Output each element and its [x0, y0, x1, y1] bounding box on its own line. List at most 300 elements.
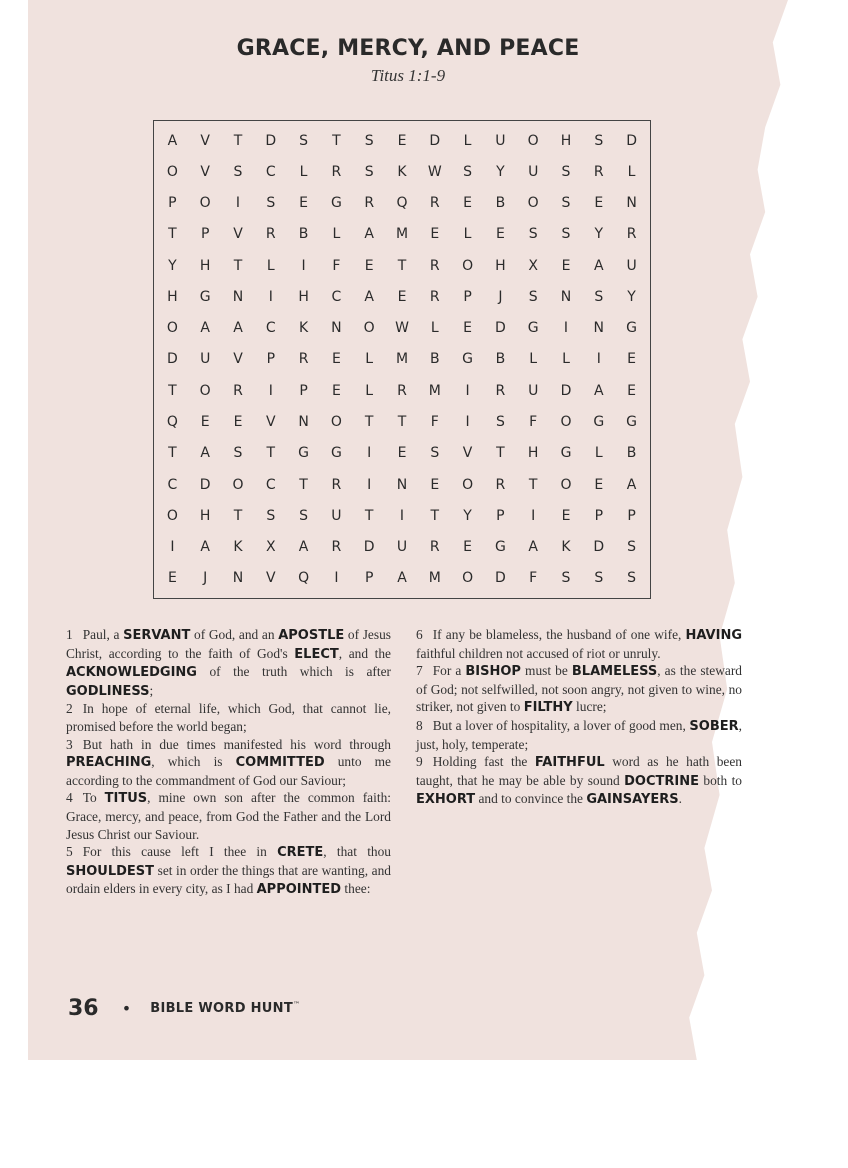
grid-cell[interactable]: P [364, 570, 374, 587]
keyword: CRETE [277, 845, 324, 861]
verse [66, 626, 391, 700]
keyword: TITUS [104, 791, 148, 807]
keyword: GAINSAYERS [586, 792, 679, 808]
page-footer [68, 996, 300, 1021]
grid-cell[interactable]: E [364, 257, 374, 274]
grid-cell[interactable]: S [561, 163, 571, 180]
grid-cell[interactable]: S [495, 414, 505, 431]
grid-cell[interactable]: E [233, 414, 243, 431]
grid-cell[interactable]: N [232, 288, 244, 305]
grid-cell[interactable]: O [462, 257, 474, 274]
grid-cell[interactable]: P [299, 382, 308, 399]
grid-cell[interactable]: G [593, 414, 605, 431]
grid-cell[interactable]: E [397, 288, 407, 305]
grid-cell[interactable]: R [429, 288, 440, 305]
grid-cell[interactable]: E [397, 132, 407, 149]
verse-text: , just, holy, temperate; [416, 717, 742, 752]
grid-cell[interactable]: D [363, 539, 375, 556]
grid-cell[interactable]: N [593, 320, 605, 337]
verse-number: 9 [416, 754, 423, 770]
grid-cell[interactable]: T [397, 257, 407, 274]
verse-text: For a [432, 663, 466, 679]
grid-cell[interactable]: C [265, 476, 276, 493]
verse-text: of God, and an [190, 627, 279, 642]
grid-cell[interactable]: G [330, 445, 342, 462]
grid-cell[interactable]: I [399, 507, 405, 524]
grid-cell[interactable]: S [594, 288, 604, 305]
grid-cell[interactable]: O [363, 320, 375, 337]
grid-cell[interactable]: F [332, 257, 341, 274]
grid-cell[interactable]: I [268, 382, 273, 399]
verse-text: To [82, 790, 105, 806]
grid-cell[interactable]: R [331, 539, 342, 556]
grid-cell[interactable]: K [561, 539, 571, 556]
grid-cell[interactable]: T [332, 132, 341, 149]
grid-cell[interactable]: Y [463, 507, 472, 524]
grid-cell[interactable]: S [233, 163, 243, 180]
grid-cell[interactable]: E [495, 226, 505, 243]
grid-cell[interactable]: S [430, 445, 440, 462]
grid-cell[interactable]: H [298, 288, 309, 305]
verse-text: word as he hath been taught, that he may be able by sound [416, 754, 742, 788]
grid-cell[interactable]: R [331, 476, 342, 493]
grid-cell[interactable]: R [265, 226, 276, 243]
grid-cell[interactable]: L [332, 226, 341, 243]
verse-text: , which is [151, 754, 236, 770]
verse-number: 3 [66, 736, 73, 752]
grid-cell[interactable]: B [495, 351, 506, 368]
grid-cell[interactable]: H [199, 507, 211, 524]
grid-cell[interactable]: A [298, 539, 309, 556]
grid-cell[interactable]: E [594, 476, 604, 493]
grid-cell[interactable]: T [528, 476, 538, 493]
grid-cell[interactable]: D [495, 320, 506, 337]
grid-cell[interactable]: L [299, 163, 308, 180]
grid-cell[interactable]: O [166, 320, 178, 337]
grid-cell[interactable]: E [299, 195, 309, 212]
grid-cell[interactable]: I [563, 320, 569, 337]
grid-cell[interactable]: R [495, 382, 506, 399]
verse-text: . [678, 791, 682, 807]
grid-cell[interactable]: N [298, 414, 309, 431]
grid-cell[interactable]: G [626, 320, 638, 337]
grid-cell[interactable]: D [167, 351, 178, 368]
verse-number: 1 [66, 627, 73, 642]
grid-cell[interactable]: P [627, 507, 636, 524]
grid-cell[interactable]: N [560, 288, 572, 305]
grid-cell[interactable]: M [428, 570, 441, 587]
keyword: HAVING [685, 628, 742, 643]
verse-text: unto me according to the commandment of God our Saviour; [66, 754, 391, 788]
grid-cell[interactable]: D [495, 570, 506, 587]
grid-cell[interactable]: H [199, 257, 211, 274]
grid-cell[interactable]: T [266, 445, 276, 462]
grid-cell[interactable]: D [593, 539, 605, 556]
grid-cell[interactable]: F [529, 414, 538, 431]
grid-cell[interactable]: O [199, 195, 211, 212]
grid-cell[interactable]: K [233, 539, 243, 556]
grid-cell[interactable]: O [560, 414, 572, 431]
verse-text: In hope of eternal life, which God, that cannot lie, promised before the world began; [66, 701, 391, 734]
grid-cell[interactable]: O [330, 414, 342, 431]
grid-cell[interactable]: A [528, 539, 538, 556]
grid-cell[interactable]: S [528, 226, 538, 243]
verse-text: Holding fast the [432, 754, 535, 770]
verse-text: Paul, a [82, 627, 124, 642]
grid-cell[interactable]: S [627, 539, 637, 556]
grid-cell[interactable]: R [429, 539, 440, 556]
grid-cell[interactable]: I [367, 445, 372, 462]
grid-cell[interactable]: N [232, 570, 244, 587]
grid-cell[interactable]: T [364, 414, 374, 431]
verse-text: faithful children not accused of riot or unruly. [416, 645, 661, 661]
grid-cell[interactable]: N [331, 320, 342, 337]
grid-cell[interactable]: K [298, 320, 309, 337]
keyword: APOSTLE [278, 628, 345, 643]
grid-cell[interactable]: Y [594, 226, 604, 243]
grid-cell[interactable]: O [560, 476, 572, 493]
grid-cell[interactable]: V [233, 226, 243, 243]
keyword: PREACHING [66, 755, 152, 771]
grid-cell[interactable]: M [395, 351, 409, 368]
grid-cell[interactable]: A [626, 476, 637, 493]
grid-cell[interactable]: P [168, 195, 177, 212]
grid-cell[interactable]: A [200, 445, 210, 462]
verse-text: of the truth which is after [196, 664, 391, 680]
grid-cell[interactable]: M [395, 226, 409, 243]
verse-text: lucre; [572, 699, 607, 715]
grid-cell[interactable]: O [462, 570, 474, 587]
grid-cell[interactable]: C [265, 163, 276, 180]
grid-cell[interactable]: R [593, 163, 604, 180]
grid-cell[interactable]: S [561, 226, 571, 243]
word-search-grid[interactable] [153, 120, 651, 599]
keyword: APPOINTED [256, 882, 342, 898]
keyword: SHOULDEST [66, 863, 155, 879]
grid-cell[interactable]: E [594, 195, 604, 212]
grid-cell[interactable]: B [429, 351, 440, 368]
verse [416, 717, 742, 753]
grid-cell[interactable]: P [463, 288, 472, 305]
verse-number: 4 [66, 790, 73, 806]
grid-cell[interactable]: O [232, 476, 244, 493]
grid-cell[interactable]: P [266, 351, 276, 368]
grid-cell[interactable]: X [265, 539, 276, 556]
grid-cell[interactable]: Q [298, 570, 310, 587]
grid-cell[interactable]: S [299, 507, 309, 524]
grid-cell[interactable]: H [495, 257, 506, 274]
grid-cell[interactable]: T [299, 476, 308, 493]
verse-text: set in order the things that are wanting, and ordain elders in every city, as I had [66, 862, 391, 897]
grid-cell[interactable]: W [395, 320, 409, 337]
verse [66, 736, 391, 790]
verse-text: , and the [338, 645, 391, 661]
keyword: SOBER [689, 718, 739, 734]
grid-cell[interactable]: S [594, 570, 604, 587]
grid-cell[interactable]: R [331, 163, 342, 180]
verse-number: 5 [66, 844, 73, 860]
grid-cell[interactable]: E [561, 507, 571, 524]
grid-cell[interactable]: V [462, 445, 473, 462]
grid-cell[interactable]: L [529, 351, 538, 368]
grid-cell[interactable]: A [200, 320, 210, 337]
grid-cell[interactable]: A [397, 570, 407, 587]
footer-bullet: • [121, 999, 132, 1018]
grid-cell[interactable]: B [298, 226, 309, 243]
grid-cell[interactable]: F [529, 570, 538, 587]
keyword: EXHORT [416, 792, 476, 808]
grid-cell[interactable]: S [233, 445, 243, 462]
grid-cell[interactable]: C [331, 288, 342, 305]
scripture-reference: Titus 1:1-9 [370, 66, 446, 85]
verse-number: 2 [66, 701, 73, 717]
grid-cell[interactable]: S [266, 195, 276, 212]
grid-cell[interactable]: Q [166, 414, 178, 431]
grid-cell[interactable]: U [626, 257, 637, 274]
keyword: DOCTRINE [624, 773, 699, 789]
grid-cell[interactable]: H [167, 288, 178, 305]
verse-text: both to [698, 772, 742, 788]
grid-cell[interactable]: G [527, 320, 539, 337]
verse [416, 662, 742, 717]
grid-cell[interactable]: N [396, 476, 408, 493]
grid-cell[interactable]: H [560, 132, 572, 149]
grid-cell[interactable]: M [428, 382, 441, 399]
keyword: SERVANT [123, 628, 191, 643]
grid-cell[interactable]: E [167, 570, 177, 587]
grid-cell[interactable]: R [429, 257, 440, 274]
verse [66, 700, 391, 735]
grid-cell[interactable]: F [430, 414, 439, 431]
verse-number: 7 [416, 663, 423, 679]
keyword: GODLINESS [66, 683, 150, 699]
trademark-symbol: ™ [293, 1000, 300, 1009]
grid-cell[interactable]: E [397, 445, 407, 462]
page-title: GRACE, MERCY, AND PEACE [236, 36, 580, 61]
grid-cell[interactable]: L [594, 445, 603, 462]
grid-cell[interactable]: L [365, 382, 374, 399]
grid-cell[interactable]: I [465, 382, 470, 399]
grid-cell[interactable]: R [233, 382, 243, 399]
grid-cell[interactable]: Y [168, 257, 177, 274]
grid-cell[interactable]: O [527, 195, 539, 212]
grid-cell[interactable]: V [200, 163, 210, 180]
grid-cell[interactable]: J [498, 288, 503, 305]
grid-cell[interactable]: O [166, 507, 178, 524]
grid-cell[interactable]: K [397, 163, 407, 180]
grid-cell[interactable]: U [528, 163, 539, 180]
grid-cell[interactable]: S [561, 570, 571, 587]
grid-cell[interactable]: Y [627, 288, 636, 305]
grid-cell[interactable]: S [463, 163, 473, 180]
grid-cell[interactable]: U [396, 539, 408, 556]
grid-cell[interactable]: H [527, 445, 539, 462]
verse-text: But hath in due times manifested his word through [82, 736, 391, 752]
grid-cell[interactable]: T [168, 382, 177, 399]
verse-text: of Jesus Christ, according to the faith of God's [66, 627, 391, 661]
verse-number: 6 [416, 627, 423, 642]
grid-cell[interactable]: A [233, 320, 243, 337]
verse-text: , mine own son after the common faith: Grace, mercy, and peace, from God the Father and the Lord Jesus Christ our Saviour. [66, 790, 391, 842]
grid-cell[interactable]: A [594, 382, 604, 399]
grid-cell[interactable]: I [301, 257, 306, 274]
grid-cell[interactable]: E [430, 476, 440, 493]
grid-cell[interactable]: S [627, 570, 637, 587]
grid-cell[interactable]: C [167, 476, 178, 493]
grid-cell[interactable]: S [594, 132, 604, 149]
grid-cell[interactable]: A [594, 257, 604, 274]
grid-cell[interactable]: N [626, 195, 637, 212]
grid-cell[interactable]: E [627, 351, 637, 368]
grid-cell[interactable]: L [463, 132, 472, 149]
grid-cell[interactable]: T [233, 257, 243, 274]
grid-cell[interactable]: X [528, 257, 538, 274]
grid-cell[interactable]: I [334, 570, 339, 587]
grid-cell[interactable]: E [430, 226, 440, 243]
grid-cell[interactable]: R [397, 382, 407, 399]
grid-cell[interactable]: A [364, 226, 374, 243]
grid-cell[interactable]: E [463, 195, 473, 212]
grid-cell[interactable]: O [166, 163, 178, 180]
grid-cell[interactable]: L [627, 163, 636, 180]
verse-number: 8 [416, 717, 423, 733]
keyword: FAITHFUL [534, 755, 605, 771]
grid-cell[interactable]: L [430, 320, 439, 337]
verse-text: and to convince the [475, 791, 587, 807]
verse [416, 753, 742, 809]
grid-cell[interactable]: P [496, 507, 505, 524]
grid-cell[interactable]: V [266, 570, 276, 587]
grid-cell[interactable]: D [199, 476, 211, 493]
grid-cell[interactable]: I [531, 507, 536, 524]
grid-cell[interactable]: A [200, 539, 210, 556]
grid-cell[interactable]: T [430, 507, 440, 524]
grid-cell[interactable]: U [495, 132, 506, 149]
grid-cell[interactable]: S [528, 288, 538, 305]
verse-text: But a lover of hospitality, a lover of good men, [432, 717, 690, 733]
grid-cell[interactable]: I [170, 539, 175, 556]
grid-cell[interactable]: L [266, 257, 275, 274]
grid-cell[interactable]: I [235, 195, 241, 212]
grid-cell[interactable]: U [331, 507, 342, 524]
grid-cell[interactable]: U [200, 351, 211, 368]
grid-cell[interactable]: T [496, 445, 505, 462]
grid-cell[interactable]: L [365, 351, 374, 368]
grid-cell[interactable]: O [527, 132, 539, 149]
grid-cell[interactable]: B [626, 445, 637, 462]
grid-cell[interactable]: I [268, 288, 273, 305]
verse-text: must be [520, 663, 572, 679]
grid-cell[interactable]: A [167, 132, 178, 149]
grid-cell[interactable]: I [367, 476, 372, 493]
grid-cell[interactable]: S [561, 195, 571, 212]
grid-cell[interactable]: S [364, 132, 374, 149]
grid-cell[interactable]: V [233, 351, 243, 368]
verses-right-column [416, 626, 742, 809]
grid-cell[interactable]: I [596, 351, 601, 368]
grid-cell[interactable]: A [364, 288, 374, 305]
grid-cell[interactable]: R [364, 195, 375, 212]
grid-cell[interactable]: R [429, 195, 440, 212]
grid-cell[interactable]: U [528, 382, 539, 399]
grid-cell[interactable]: T [168, 445, 177, 462]
grid-cell[interactable]: S [266, 507, 276, 524]
grid-cell[interactable]: G [330, 195, 342, 212]
grid-cell[interactable]: P [594, 507, 604, 524]
verse-text: ; [149, 682, 154, 698]
grid-cell[interactable]: B [495, 195, 506, 212]
grid-cell[interactable]: O [462, 476, 474, 493]
keyword: ELECT [294, 646, 339, 662]
grid-cell[interactable]: V [200, 132, 210, 149]
grid-cell[interactable]: D [429, 132, 441, 149]
keyword: COMMITTED [235, 755, 325, 771]
grid-cell[interactable]: T [397, 414, 407, 431]
grid-cell[interactable]: P [200, 226, 210, 243]
grid-cell[interactable]: R [495, 476, 506, 493]
keyword: BLAMELESS [571, 664, 658, 680]
verse [66, 843, 391, 899]
grid-cell[interactable]: V [266, 414, 276, 431]
grid-cell[interactable]: E [331, 351, 341, 368]
grid-cell[interactable]: E [463, 539, 473, 556]
grid-cell[interactable]: E [331, 382, 341, 399]
grid-cell[interactable]: D [626, 132, 637, 149]
verse [66, 789, 391, 843]
verses-left-column [66, 626, 391, 899]
grid-cell[interactable]: G [494, 539, 506, 556]
grid-cell[interactable]: G [560, 445, 572, 462]
page-number: 36 [68, 996, 99, 1021]
grid-cell[interactable]: L [562, 351, 570, 368]
grid-cell[interactable]: Q [396, 195, 408, 212]
grid-cell[interactable]: D [560, 382, 572, 399]
verse-text: , as the steward of God; not selfwilled, not soon angry, not given to wine, no striker, not given to [416, 663, 742, 715]
grid-cell[interactable]: S [364, 163, 374, 180]
grid-cell[interactable]: T [168, 226, 177, 243]
grid-cell[interactable]: G [462, 351, 474, 368]
grid-cell[interactable]: G [199, 288, 211, 305]
book-title: BIBLE WORD HUNT [150, 1001, 293, 1016]
grid-cell[interactable]: E [200, 414, 210, 431]
grid-cell[interactable]: T [364, 507, 374, 524]
grid-cell[interactable]: E [627, 382, 637, 399]
keyword: FILTHY [523, 700, 573, 716]
grid-cell[interactable]: O [199, 382, 211, 399]
verse-text: For this cause left I thee in [82, 844, 278, 860]
grid-cell[interactable]: L [463, 226, 472, 243]
keyword: BISHOP [465, 664, 521, 680]
grid-cell[interactable]: E [463, 320, 473, 337]
grid-cell[interactable]: G [626, 414, 638, 431]
grid-cell[interactable]: G [298, 445, 310, 462]
verse-text: , that thou [323, 844, 391, 860]
grid-cell[interactable]: C [265, 320, 276, 337]
grid-cell[interactable]: W [427, 163, 442, 180]
verse-text: If any be blameless, the husband of one wife, [432, 627, 686, 642]
grid-cell[interactable]: R [626, 226, 637, 243]
grid-cell[interactable]: I [465, 414, 470, 431]
grid-cell[interactable]: Y [496, 163, 505, 180]
grid-cell[interactable]: J [203, 570, 208, 587]
grid-cell[interactable]: T [233, 132, 243, 149]
grid-cell[interactable]: E [561, 257, 571, 274]
grid-cell[interactable]: D [265, 132, 277, 149]
grid-cell[interactable]: R [298, 351, 309, 368]
verse [416, 626, 742, 662]
grid-cell[interactable]: T [233, 507, 243, 524]
grid-cell[interactable]: S [299, 132, 309, 149]
